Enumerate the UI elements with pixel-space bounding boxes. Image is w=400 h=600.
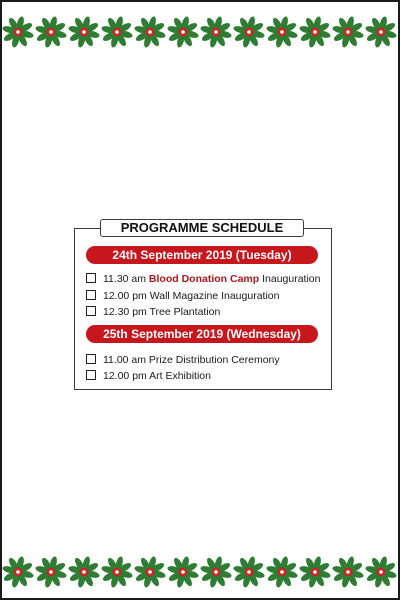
- flower-icon: [231, 14, 267, 50]
- item-text: Tree Plantation: [149, 306, 221, 318]
- item-text: Prize Distribution Ceremony: [148, 354, 280, 366]
- flower-icon: [363, 554, 398, 590]
- flower-icon: [2, 554, 36, 590]
- item-text: Inauguration: [262, 273, 321, 285]
- checkbox-icon: [86, 273, 96, 283]
- schedule-title: PROGRAMME SCHEDULE: [120, 220, 284, 235]
- flower-icon: [165, 554, 201, 590]
- flower-icon: [33, 554, 69, 590]
- schedule-item-4: [86, 353, 280, 367]
- flower-icon: [2, 14, 36, 50]
- item-time: 12.30 pm: [103, 306, 147, 318]
- item-highlight: Blood Donation Camp: [148, 273, 260, 285]
- flower-icon: [132, 14, 168, 50]
- item-text: Art Exhibition: [149, 370, 211, 382]
- checkbox-icon: [86, 354, 96, 364]
- day-banner-2: 25th September 2019 (Wednesday): [86, 325, 318, 343]
- flower-icon: [132, 554, 168, 590]
- schedule-item-2: [86, 289, 279, 303]
- checkbox-icon: [86, 306, 96, 316]
- flower-icon: [198, 554, 234, 590]
- flower-icon: [66, 14, 102, 50]
- checkbox-icon: [86, 290, 96, 300]
- schedule-item-1: [86, 272, 320, 286]
- flower-icon: [363, 14, 398, 50]
- bottom-floral-border: [2, 554, 398, 590]
- flower-icon: [264, 554, 300, 590]
- day-banner-1: 24th September 2019 (Tuesday): [86, 246, 318, 264]
- flower-icon: [198, 14, 234, 50]
- schedule-item-5: [86, 369, 211, 383]
- flower-icon: [99, 554, 135, 590]
- top-floral-border: [2, 14, 398, 50]
- item-time: 12.00 pm: [103, 370, 147, 382]
- flower-icon: [297, 14, 333, 50]
- item-time: 12.00 pm: [103, 290, 147, 302]
- flower-icon: [33, 14, 69, 50]
- programme-page: [2, 2, 398, 598]
- flower-icon: [165, 14, 201, 50]
- flower-icon: [330, 554, 366, 590]
- checkbox-icon: [86, 370, 96, 380]
- item-time: 11.00 am: [103, 354, 146, 366]
- item-time: 11.30 am: [103, 273, 146, 285]
- flower-icon: [264, 14, 300, 50]
- flower-icon: [330, 14, 366, 50]
- schedule-item-3: [86, 305, 220, 319]
- item-text: Wall Magazine Inauguration: [149, 290, 280, 302]
- flower-icon: [297, 554, 333, 590]
- flower-icon: [66, 554, 102, 590]
- flower-icon: [99, 14, 135, 50]
- flower-icon: [231, 554, 267, 590]
